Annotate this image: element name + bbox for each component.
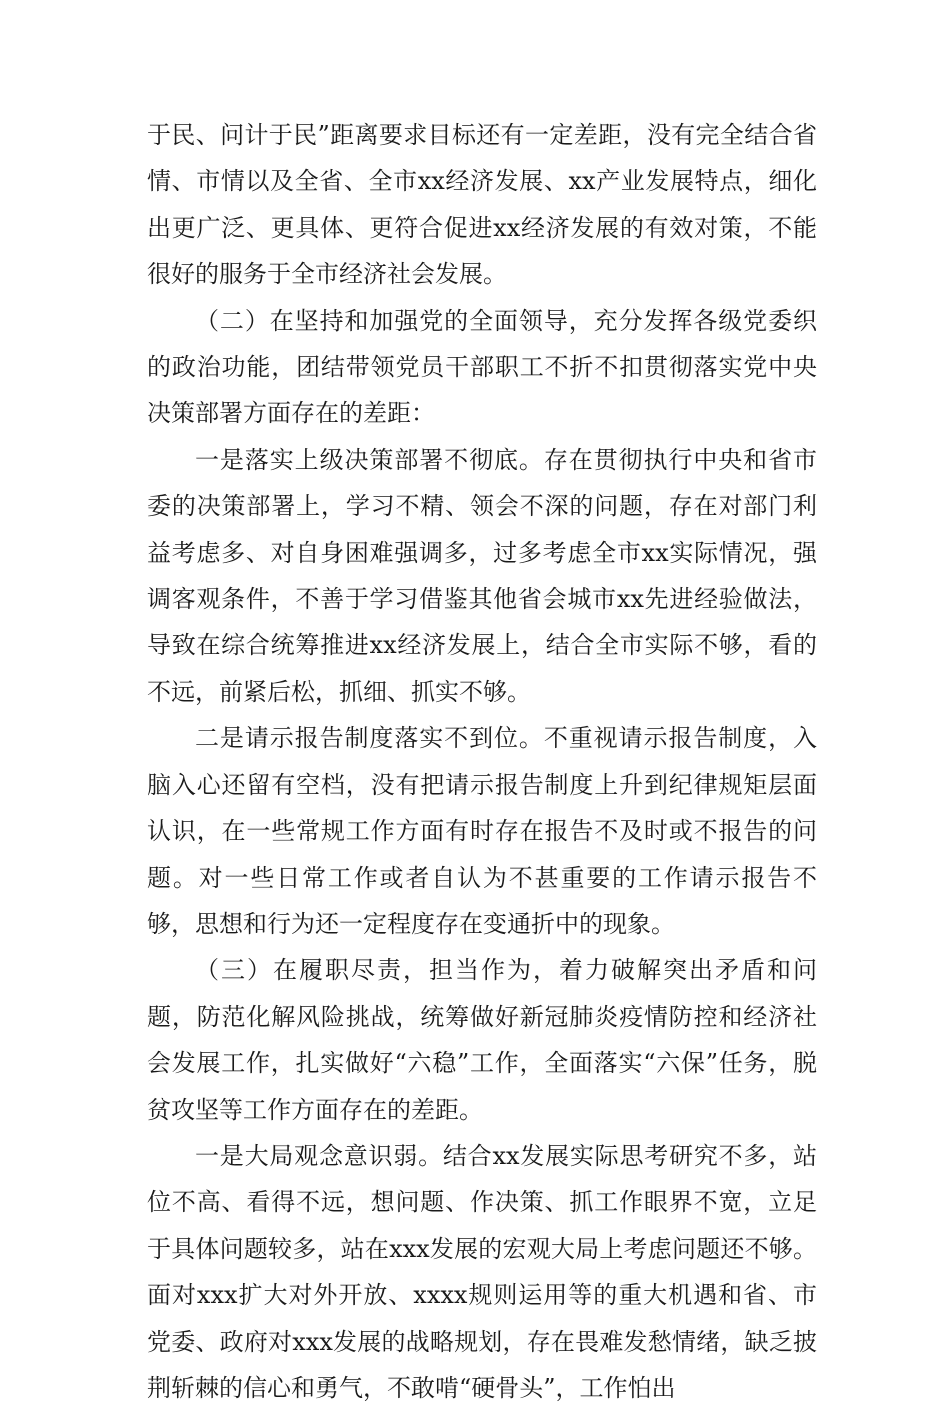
document-body	[147, 112, 817, 1411]
paragraph-point-two: 二是请示报告制度落实不到位。不重视请示报告制度，入脑入心还留有空档，没有把请示报告制度上升到纪律规矩层面认识，在一些常规工作方面有时存在报告不及时或不报告的问题。对一些日常工作或者自认为不甚重要的工作请示报告不够，思想和行为还一定程度存在变通折中的现象。	[147, 724, 817, 938]
paragraph-section-three-point-one: 一是大局观念意识弱。结合xx发展实际思考研究不多，站位不高、看得不远，想问题、作决策、抓工作眼界不宽，立足于具体问题较多，站在xxx发展的宏观大局上考虑问题还不够。面对xxx扩大对外开放、xxxx规则运用等的重大机遇和省、市党委、政府对xxx发展的战略规划，存在畏难发愁情绪，缺乏披荆斩棘的信心和勇气，不敢啃“硬骨头”，工作怕出	[147, 1141, 817, 1402]
paragraph-section-three-heading: （三）在履职尽责，担当作为，着力破解突出矛盾和问题，防范化解风险挑战，统筹做好新冠肺炎疫情防控和经济社会发展工作，扎实做好“六稳”工作，全面落实“六保”任务，脱贫攻坚等工作方面存在的差距。	[147, 956, 817, 1124]
paragraph-section-two-heading: （二）在坚持和加强党的全面领导，充分发挥各级党委织的政治功能，团结带领党员干部职工不折不扣贯彻落实党中央决策部署方面存在的差距：	[147, 306, 817, 428]
paragraph-point-one: 一是落实上级决策部署不彻底。存在贯彻执行中央和省市委的决策部署上，学习不精、领会不深的问题，存在对部门利益考虑多、对自身困难强调多，过多考虑全市xx实际情况，强调客观条件，不善于学习借鉴其他省会城市xx先进经验做法，导致在综合统筹推进xx经济发展上，结合全市实际不够，看的不远，前紧后松，抓细、抓实不够。	[147, 445, 817, 706]
paragraph-continuation: 于民、问计于民”距离要求目标还有一定差距，没有完全结合省情、市情以及全省、全市xx经济发展、xx产业发展特点，细化出更广泛、更具体、更符合促进xx经济发展的有效对策，不能很好的服务于全市经济社会发展。	[147, 121, 817, 289]
